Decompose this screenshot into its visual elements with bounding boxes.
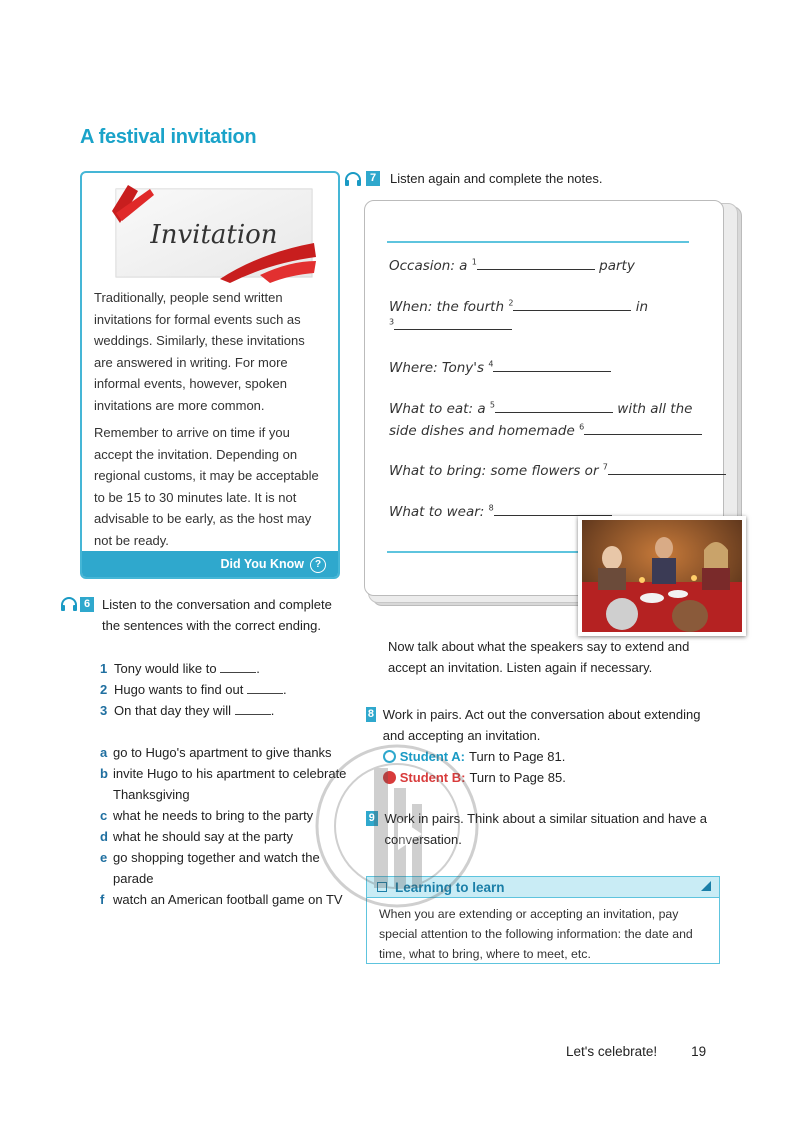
list-item: 3 On that day they will . xyxy=(100,703,275,718)
page-number: 19 xyxy=(691,1044,707,1059)
answer-blank[interactable] xyxy=(477,257,595,270)
ex7-follow-up: Now talk about what the speakers say to extend and accept an invitation. Listen again if necessary. xyxy=(388,639,690,675)
family-dinner-image xyxy=(582,520,742,632)
corner-triangle-icon xyxy=(701,881,711,891)
page-footer xyxy=(566,1044,706,1059)
ltl-body: When you are extending or accepting an invitation, pay special attention to the following information: the date and time, what to bring, where to meet, etc. xyxy=(379,907,693,961)
sentence-list xyxy=(100,658,340,721)
student-b-text: Turn to Page 85. xyxy=(469,770,566,785)
list-item: 2 Hugo wants to find out . xyxy=(100,682,287,697)
exercise-number: 8 xyxy=(367,708,374,720)
list-item: b invite Hugo to his apartment to celebrate Thanksgiving xyxy=(100,766,347,802)
exercise-number: 6 xyxy=(80,597,94,612)
dyk-paragraph-2: Remember to arrive on time if you accept the invitation. Depending on regional customs, it may be acceptable to be 15 to 30 minutes late. It is not advisable to be early, as the host may not be ready. xyxy=(94,425,319,548)
exercise-6 xyxy=(60,594,347,907)
note-when-line2: 3 xyxy=(389,317,512,334)
note-wear: What to wear: $^8$ xyxy=(389,503,612,520)
list-item: c what he needs to bring to the party xyxy=(100,808,314,823)
list-item: e go shopping together and watch the parade xyxy=(100,850,320,886)
answer-blank[interactable] xyxy=(220,659,256,673)
ending-list xyxy=(100,742,350,910)
answer-blank[interactable] xyxy=(495,400,613,413)
dinner-photo xyxy=(578,516,746,636)
ex9-instruction: Work in pairs. Think about a similar situation and have a conversation. xyxy=(384,811,708,847)
answer-blank[interactable] xyxy=(247,680,283,694)
answer-blank[interactable] xyxy=(493,359,611,372)
dyk-footer xyxy=(82,551,338,577)
question-icon: ? xyxy=(310,557,326,573)
exercise-number: 9 xyxy=(366,811,378,826)
page-title: A festival invitation xyxy=(80,126,257,148)
note-eat-line2: side dishes and homemade $^6$ xyxy=(389,422,702,439)
student-b-label: Student B: xyxy=(399,770,466,785)
ltl-title: Learning to learn xyxy=(395,879,505,895)
list-item: d what he should say at the party xyxy=(100,829,293,844)
headphones-icon[interactable] xyxy=(344,171,362,187)
note-occasion: Occasion: a $^1$ party xyxy=(389,257,635,274)
did-you-know-box xyxy=(80,171,340,579)
headphones-icon[interactable] xyxy=(60,596,78,612)
answer-blank[interactable] xyxy=(584,422,702,435)
list-item: 1 Tony would like to . xyxy=(100,661,260,676)
invitation-card-image xyxy=(110,183,316,283)
list-item: f watch an American football game on TV xyxy=(100,892,343,907)
answer-blank[interactable] xyxy=(608,462,726,475)
card-invitation-text: Invitation xyxy=(150,220,278,250)
ex6-instruction: Listen to the conversation and complete the sentences with the correct ending. xyxy=(102,597,332,633)
answer-blank[interactable] xyxy=(394,317,512,330)
note-eat: What to eat: a $^5$ with all the xyxy=(389,400,693,417)
exercise-7-header xyxy=(344,168,602,189)
list-item: a go to Hugo's apartment to give thanks xyxy=(100,745,332,760)
student-a-text: Turn to Page 81. xyxy=(468,749,566,764)
unit-title: Let's celebrate! xyxy=(566,1044,658,1059)
student-a-label: Student A: xyxy=(399,749,465,764)
note-when: When: the fourth $^2$ in xyxy=(389,298,649,315)
answer-blank[interactable] xyxy=(494,503,612,516)
note-where: Where: Tony's $^4$ xyxy=(389,359,611,376)
dyk-paragraph-1: Traditionally, people send written invitations for formal events such as weddings. Similarly, these invitations are answered in writing. For more informal events, however, spoken invitations are more common. xyxy=(94,290,305,413)
ex7-instruction: Listen again and complete the notes. xyxy=(390,171,603,186)
exercise-number: 7 xyxy=(366,171,380,186)
answer-blank[interactable] xyxy=(513,298,631,311)
ex8-instruction: Work in pairs. Act out the conversation about extending and accepting an invitation. xyxy=(382,707,701,743)
dyk-footer-label: Did You Know xyxy=(220,557,304,571)
note-bring: What to bring: some flowers or $^7$ xyxy=(389,462,726,479)
answer-blank[interactable] xyxy=(235,701,271,715)
publisher-stamp-watermark xyxy=(314,708,480,944)
